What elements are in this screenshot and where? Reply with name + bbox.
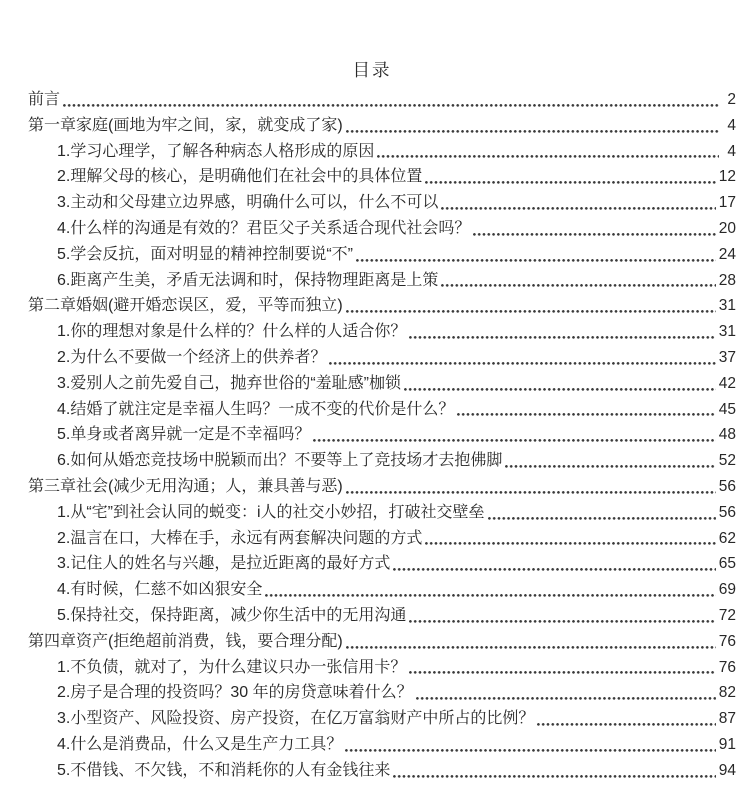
- toc-entry-page-number: 12: [718, 168, 736, 186]
- toc-entry-label: 2.房子是合理的投资吗？30 年的房贷意味着什么？: [57, 684, 413, 702]
- toc-entry-label: 1.学习心理学，了解各种病态人格形成的原因: [57, 142, 375, 160]
- toc-entry-label: 3.主动和父母建立边界感，明确什么可以，什么不可以: [57, 194, 439, 212]
- toc-entry-label: 1.从“宅”到社会认同的蜕变：i人的社交小妙招，打破社交壁垒: [57, 503, 485, 521]
- toc-entry-label: 第四章资产(拒绝超前消费，钱，要合理分配): [28, 632, 343, 650]
- toc-sub-entry[interactable]: [28, 345, 736, 371]
- toc-entry-label: 3.记住人的姓名与兴趣，是拉近距离的最好方式: [57, 555, 391, 573]
- toc-sub-entry[interactable]: [28, 577, 736, 603]
- dotted-leader: [440, 190, 716, 216]
- dotted-leader: [376, 139, 720, 165]
- toc-entry-label: 5.学会反抗，面对明显的精神控制要说“不”: [57, 245, 354, 263]
- toc-entry-page-number: 76: [718, 632, 736, 650]
- dotted-leader: [392, 758, 716, 784]
- toc-entry-label: 第一章家庭(画地为牢之间，家，就变成了家): [28, 116, 343, 134]
- toc-entry-page-number: 2: [727, 91, 736, 108]
- toc-entry-page-number: 45: [718, 400, 736, 418]
- toc-entry-label: 5.保持社交，保持距离，减少你生活中的无用沟通: [57, 606, 407, 624]
- toc-entry-label: 2.理解父母的核心，是明确他们在社会中的具体位置: [57, 168, 423, 186]
- toc-entry-page-number: 65: [718, 555, 736, 573]
- toc-chapter-entry[interactable]: [28, 87, 736, 113]
- toc-entry-label: 第二章婚姻(避开婚恋误区，爱，平等而独立): [28, 297, 343, 315]
- toc-entry-label: 5.不借钱、不欠钱，不和消耗你的人有金钱往来: [57, 761, 391, 779]
- toc-entry-page-number: 56: [718, 477, 736, 495]
- toc-sub-entry[interactable]: [28, 371, 736, 397]
- toc-entry-label: 4.有时候，仁慈不如凶狠安全: [57, 581, 263, 599]
- toc-sub-entry[interactable]: [28, 551, 736, 577]
- toc-sub-entry[interactable]: [28, 448, 736, 474]
- toc-entry-page-number: 4: [727, 116, 736, 134]
- toc-entry-page-number: 31: [718, 323, 736, 341]
- dotted-leader: [504, 448, 716, 474]
- toc-sub-entry[interactable]: [28, 500, 736, 526]
- toc-sub-entry[interactable]: [28, 268, 736, 294]
- toc-entry-page-number: 56: [718, 503, 736, 521]
- toc-sub-entry[interactable]: [28, 706, 736, 732]
- toc-entry-label: 1.不负债，就对了，为什么建议只办一张信用卡？: [57, 658, 407, 676]
- toc-sub-entry[interactable]: [28, 190, 736, 216]
- dotted-leader: [345, 293, 717, 319]
- dotted-leader: [472, 216, 716, 242]
- dotted-leader: [408, 319, 716, 345]
- toc-entry-label: 1.你的理想对象是什么样的？什么样的人适合你？: [57, 323, 407, 341]
- toc-sub-entry[interactable]: [28, 164, 736, 190]
- toc-entry-label: 6.如何从婚恋竞技场中脱颖而出？不要等上了竞技场才去抱佛脚: [57, 452, 503, 470]
- toc-entry-page-number: 42: [718, 374, 736, 392]
- toc-entry-page-number: 24: [718, 245, 736, 263]
- toc-sub-entry[interactable]: [28, 680, 736, 706]
- dotted-leader: [536, 706, 716, 732]
- toc-entry-page-number: 17: [718, 194, 736, 212]
- toc-sub-entry[interactable]: [28, 242, 736, 268]
- toc-entry-label: 5.单身或者离异就一定是不幸福吗？: [57, 426, 311, 444]
- toc-chapter-entry[interactable]: [28, 629, 736, 655]
- dotted-leader: [345, 629, 717, 655]
- toc-entry-page-number: 28: [718, 271, 736, 289]
- dotted-leader: [424, 164, 716, 190]
- toc-entry-page-number: 62: [718, 529, 736, 547]
- toc-sub-entry[interactable]: [28, 139, 736, 165]
- dotted-leader: [487, 500, 717, 526]
- toc-entry-label: 4.什么样的沟通是有效的？君臣父子关系适合现代社会吗？: [57, 219, 471, 237]
- toc-entry-page-number: 20: [718, 219, 736, 237]
- toc-entry-page-number: 94: [718, 761, 736, 779]
- toc-entry-label: 第三章社会(减少无用沟通；人，兼具善与恶): [28, 477, 343, 495]
- dotted-leader: [345, 474, 717, 500]
- toc-entry-page-number: 76: [718, 658, 736, 676]
- toc-entry-label: 6.距离产生美，矛盾无法调和时，保持物理距离是上策: [57, 271, 439, 289]
- dotted-leader: [264, 577, 716, 603]
- toc-entry-page-number: 69: [718, 581, 736, 599]
- dotted-leader: [62, 87, 720, 113]
- toc-entry-page-number: 87: [718, 710, 736, 728]
- toc-entry-label: 2.为什么不要做一个经济上的供养者？: [57, 348, 327, 366]
- toc-entry-label: 4.什么是消费品，什么又是生产力工具？: [57, 735, 343, 753]
- toc-entry-label: 2.温言在口，大棒在手，永远有两套解决问题的方式: [57, 529, 423, 547]
- dotted-leader: [408, 655, 716, 681]
- toc-chapter-entry[interactable]: [28, 293, 736, 319]
- dotted-leader: [328, 345, 716, 371]
- toc-sub-entry[interactable]: [28, 216, 736, 242]
- toc-entry-page-number: 72: [718, 606, 736, 624]
- toc-sub-entry[interactable]: [28, 526, 736, 552]
- toc-sub-entry[interactable]: [28, 422, 736, 448]
- toc-chapter-entry[interactable]: [28, 113, 736, 139]
- toc-entry-label: 前言: [28, 91, 61, 108]
- toc-entry-page-number: 4: [727, 142, 736, 160]
- dotted-leader: [345, 113, 720, 139]
- toc-sub-entry[interactable]: [28, 758, 736, 784]
- toc-sub-entry[interactable]: [28, 603, 736, 629]
- toc-entry-label: 3.小型资产、风险投资、房产投资，在亿万富翁财产中所占的比例？: [57, 710, 535, 728]
- toc-sub-entry[interactable]: [28, 319, 736, 345]
- toc-entry-page-number: 52: [718, 452, 736, 470]
- toc-entry-label: 3.爱别人之前先爱自己，抛弃世俗的“羞耻感”枷锁: [57, 374, 402, 392]
- toc-chapter-entry[interactable]: [28, 474, 736, 500]
- dotted-leader: [392, 551, 716, 577]
- dotted-leader: [312, 422, 716, 448]
- dotted-leader: [456, 397, 716, 423]
- dotted-leader: [408, 603, 716, 629]
- toc-entry-page-number: 31: [718, 297, 736, 315]
- toc-list: [28, 87, 736, 784]
- toc-entry-page-number: 37: [718, 348, 736, 366]
- dotted-leader: [344, 732, 716, 758]
- toc-entry-label: 4.结婚了就注定是幸福人生吗？一成不变的代价是什么？: [57, 400, 455, 418]
- dotted-leader: [424, 526, 716, 552]
- dotted-leader: [355, 242, 717, 268]
- toc-entry-page-number: 91: [718, 735, 736, 753]
- page-title: 目录: [352, 60, 392, 80]
- toc-entry-page-number: 48: [718, 426, 736, 444]
- dotted-leader: [415, 680, 717, 706]
- dotted-leader: [440, 268, 716, 294]
- dotted-leader: [403, 371, 717, 397]
- toc-sub-entry[interactable]: [28, 397, 736, 423]
- toc-sub-entry[interactable]: [28, 732, 736, 758]
- toc-entry-page-number: 82: [718, 684, 736, 702]
- toc-sub-entry[interactable]: [28, 655, 736, 681]
